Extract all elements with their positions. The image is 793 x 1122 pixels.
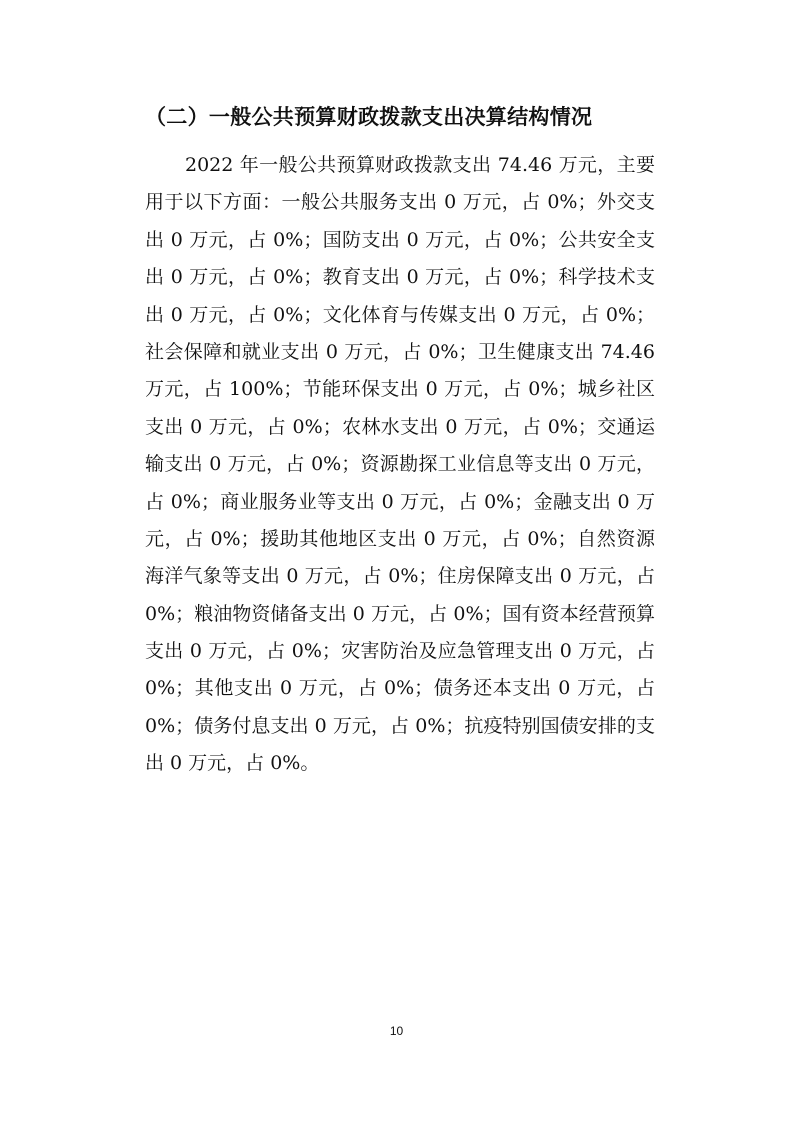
paragraph-line: 出 0 万元，占 0%；教育支出 0 万元，占 0%；科学技术支 bbox=[145, 266, 655, 289]
paragraph-line: 出 0 万元，占 0%。 bbox=[145, 752, 320, 775]
paragraph-line: 0%；粮油物资储备支出 0 万元，占 0%；国有资本经营预算 bbox=[145, 602, 655, 625]
page-number: 10 bbox=[389, 1024, 404, 1038]
paragraph-line: 输支出 0 万元，占 0%；资源勘探工业信息等支出 0 万元， bbox=[145, 453, 655, 476]
paragraph-line: 出 0 万元，占 0%；文化体育与传媒支出 0 万元，占 0%； bbox=[145, 303, 655, 326]
section-heading: （二）一般公共预算财政拨款支出决算结构情况 bbox=[145, 105, 593, 129]
paragraph-line: 出 0 万元，占 0%；国防支出 0 万元，占 0%；公共安全支 bbox=[145, 228, 655, 251]
paragraph-line: 用于以下方面：一般公共服务支出 0 万元，占 0%；外交支 bbox=[145, 191, 655, 214]
paragraph-line: 0%；债务付息支出 0 万元，占 0%；抗疫特别国债安排的支 bbox=[145, 714, 655, 737]
expenditure-structure-paragraph bbox=[145, 147, 655, 783]
paragraph-line: 社会保障和就业支出 0 万元，占 0%；卫生健康支出 74.46 bbox=[145, 340, 655, 363]
paragraph-line: 0%；其他支出 0 万元，占 0%；债务还本支出 0 万元，占 bbox=[145, 677, 655, 700]
paragraph-line: 元，占 0%；援助其他地区支出 0 万元，占 0%；自然资源 bbox=[145, 527, 655, 550]
paragraph-line: 海洋气象等支出 0 万元，占 0%；住房保障支出 0 万元，占 bbox=[145, 565, 655, 588]
paragraph-line: 支出 0 万元，占 0%；农林水支出 0 万元，占 0%；交通运 bbox=[145, 415, 655, 438]
paragraph-line: 支出 0 万元，占 0%；灾害防治及应急管理支出 0 万元，占 bbox=[145, 640, 655, 663]
paragraph-line: 2022 年一般公共预算财政拨款支出 74.46 万元，主要 bbox=[185, 154, 655, 176]
paragraph-line: 占 0%；商业服务业等支出 0 万元，占 0%；金融支出 0 万 bbox=[145, 490, 655, 513]
paragraph-line: 万元，占 100%；节能环保支出 0 万元，占 0%；城乡社区 bbox=[145, 378, 655, 401]
